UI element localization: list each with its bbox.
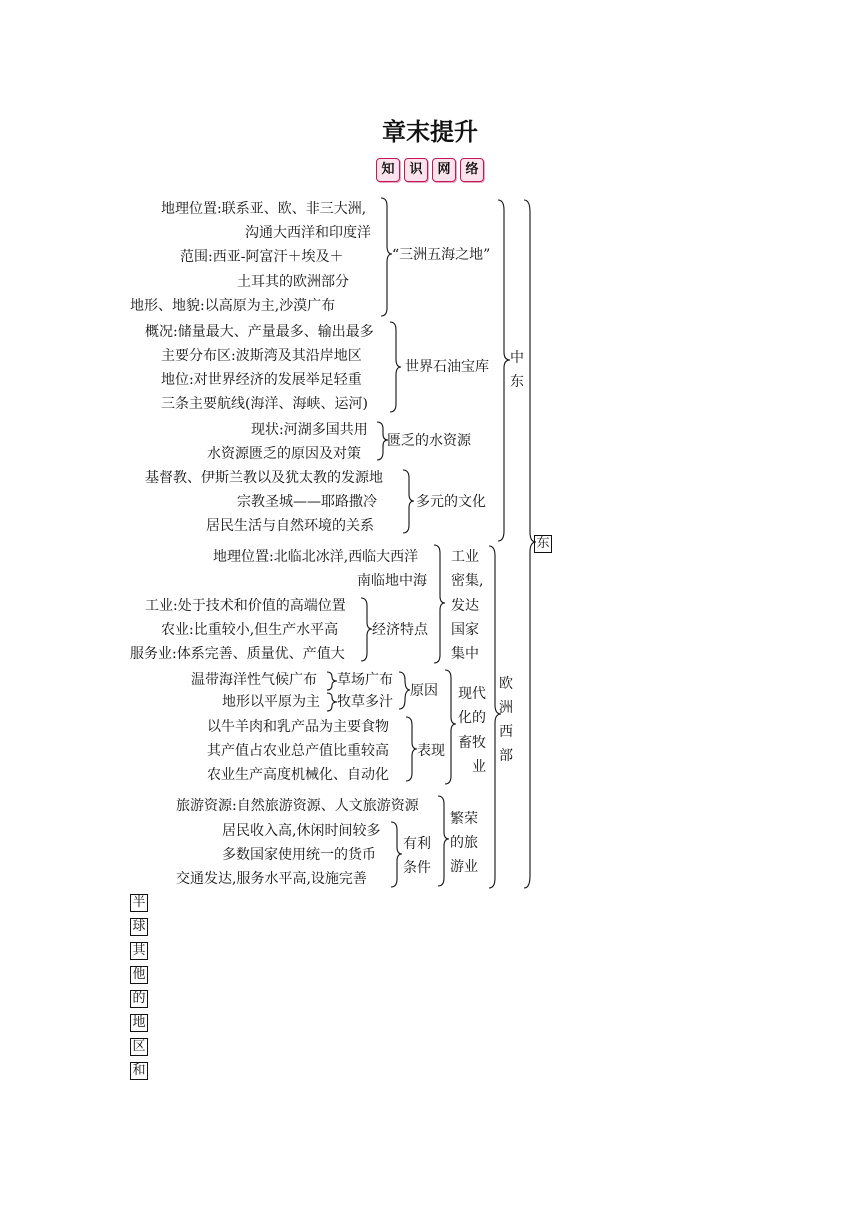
g4-line: 居民生活与自然环境的关系: [206, 518, 374, 534]
badge-char: 网: [432, 158, 456, 182]
tourism-label: 游业: [450, 859, 478, 875]
perf-line: 其产值占农业总产值比重较高: [207, 743, 389, 759]
bottom-char: 地: [130, 1014, 148, 1032]
g1-line: 地形、地貌:以高原为主,沙漠广布: [130, 298, 336, 314]
cause-line: 温带海洋性气候广布: [191, 672, 317, 688]
brace-middle-east: [498, 200, 510, 541]
badge-char: 络: [460, 158, 484, 182]
tourism-label: 的旅: [450, 835, 478, 851]
g2-label: 世界石油宝库: [405, 359, 489, 375]
g4-line: 基督教、伊斯兰教以及犹太教的发源地: [145, 470, 383, 486]
bottom-char: 他: [130, 966, 148, 984]
bottom-char: 区: [130, 1038, 148, 1056]
cond-line: 多数国家使用统一的货币: [222, 847, 376, 863]
g2-line: 三条主要航线(海洋、海峡、运河): [161, 396, 368, 412]
brace-cause: [399, 672, 410, 709]
g3-line: 水资源匮乏的原因及对策: [207, 446, 361, 462]
europe-west-label: 欧: [499, 676, 513, 692]
industry-label: 发达: [451, 598, 479, 614]
g1-line: 土耳其的欧洲部分: [237, 274, 349, 290]
brace-economy: [361, 598, 372, 661]
bottom-char: 和: [130, 1062, 148, 1080]
economy-line: 工业:处于技术和价值的高端位置: [145, 598, 346, 614]
brace-industry: [434, 545, 445, 663]
industry-label: 国家: [451, 622, 479, 638]
cause-result: 牧草多汁: [337, 694, 393, 710]
livestock-label: 畜牧: [458, 735, 486, 751]
livestock-label: 现代: [458, 686, 486, 702]
g3-line: 现状:河湖多国共用: [251, 422, 368, 438]
brace-g1: [381, 198, 392, 316]
industry-line: 南临地中海: [357, 573, 427, 589]
g1-line: 沟通大西洋和印度洋: [245, 225, 371, 241]
economy-line: 服务业:体系完善、质量优、产值大: [130, 646, 345, 662]
industry-label: 工业: [451, 549, 479, 565]
g2-line: 概况:储量最大、产量最多、输出最多: [145, 324, 374, 340]
cond-label: 有利: [403, 836, 431, 852]
livestock-label: 业: [472, 759, 486, 775]
g4-label: 多元的文化: [416, 494, 486, 510]
g2-line: 地位:对世界经济的发展举足轻重: [161, 372, 362, 388]
middle-east-label: 中: [510, 350, 524, 366]
perf-line: 以牛羊肉和乳产品为主要食物: [207, 719, 389, 735]
cause-label: 原因: [410, 683, 438, 699]
perf-line: 农业生产高度机械化、自动化: [207, 767, 389, 783]
tourism-resource-line: 旅游资源:自然旅游资源、人文旅游资源: [176, 798, 419, 814]
bottom-char: 其: [130, 942, 148, 960]
badge-char: 知: [376, 158, 400, 182]
cond-line: 交通发达,服务水平高,设施完善: [176, 871, 367, 887]
g3-label: 匮乏的水资源: [387, 433, 471, 449]
brace-cond: [391, 822, 402, 887]
brace-pasture-2: [327, 693, 337, 711]
brace-livestock: [445, 670, 456, 784]
europe-west-label: 西: [499, 724, 513, 740]
cause-line: 地形以平原为主: [222, 694, 320, 710]
g1-line: 地理位置:联系亚、欧、非三大洲,: [161, 201, 367, 217]
badge-char: 识: [404, 158, 428, 182]
brace-g4: [403, 470, 414, 533]
europe-west-label: 洲: [499, 700, 513, 716]
bottom-char: 半: [130, 894, 148, 912]
root-label: 东: [534, 535, 552, 553]
brace-europe: [489, 546, 501, 888]
page-title: 章末提升: [382, 118, 478, 146]
g2-line: 主要分布区:波斯湾及其沿岸地区: [161, 348, 362, 364]
g1-line: 范围:西亚-阿富汗＋埃及＋: [180, 249, 344, 265]
bottom-char: 的: [130, 990, 148, 1008]
tourism-label: 繁荣: [450, 811, 478, 827]
bottom-char: 球: [130, 918, 148, 936]
industry-line: 地理位置:北临北冰洋,西临大西洋: [213, 549, 419, 565]
brace-tourism: [438, 796, 449, 886]
livestock-label: 化的: [458, 710, 486, 726]
g1-label: “三洲五海之地”: [392, 247, 491, 263]
cond-line: 居民收入高,休闲时间较多: [222, 823, 381, 839]
economy-label: 经济特点: [372, 622, 428, 638]
industry-label: 密集,: [451, 573, 484, 589]
perf-label: 表现: [417, 743, 445, 759]
europe-west-label: 部: [499, 748, 513, 764]
cause-result: 草场广布: [337, 672, 393, 688]
middle-east-label: 东: [510, 374, 524, 390]
cond-label: 条件: [403, 860, 431, 876]
brace-perf: [406, 717, 417, 781]
industry-label: 集中: [451, 646, 479, 662]
g4-line: 宗教圣城——耶路撒冷: [237, 494, 377, 510]
economy-line: 农业:比重较小,但生产水平高: [161, 622, 339, 638]
brace-g2: [390, 322, 401, 412]
brace-pasture-1: [327, 672, 337, 690]
